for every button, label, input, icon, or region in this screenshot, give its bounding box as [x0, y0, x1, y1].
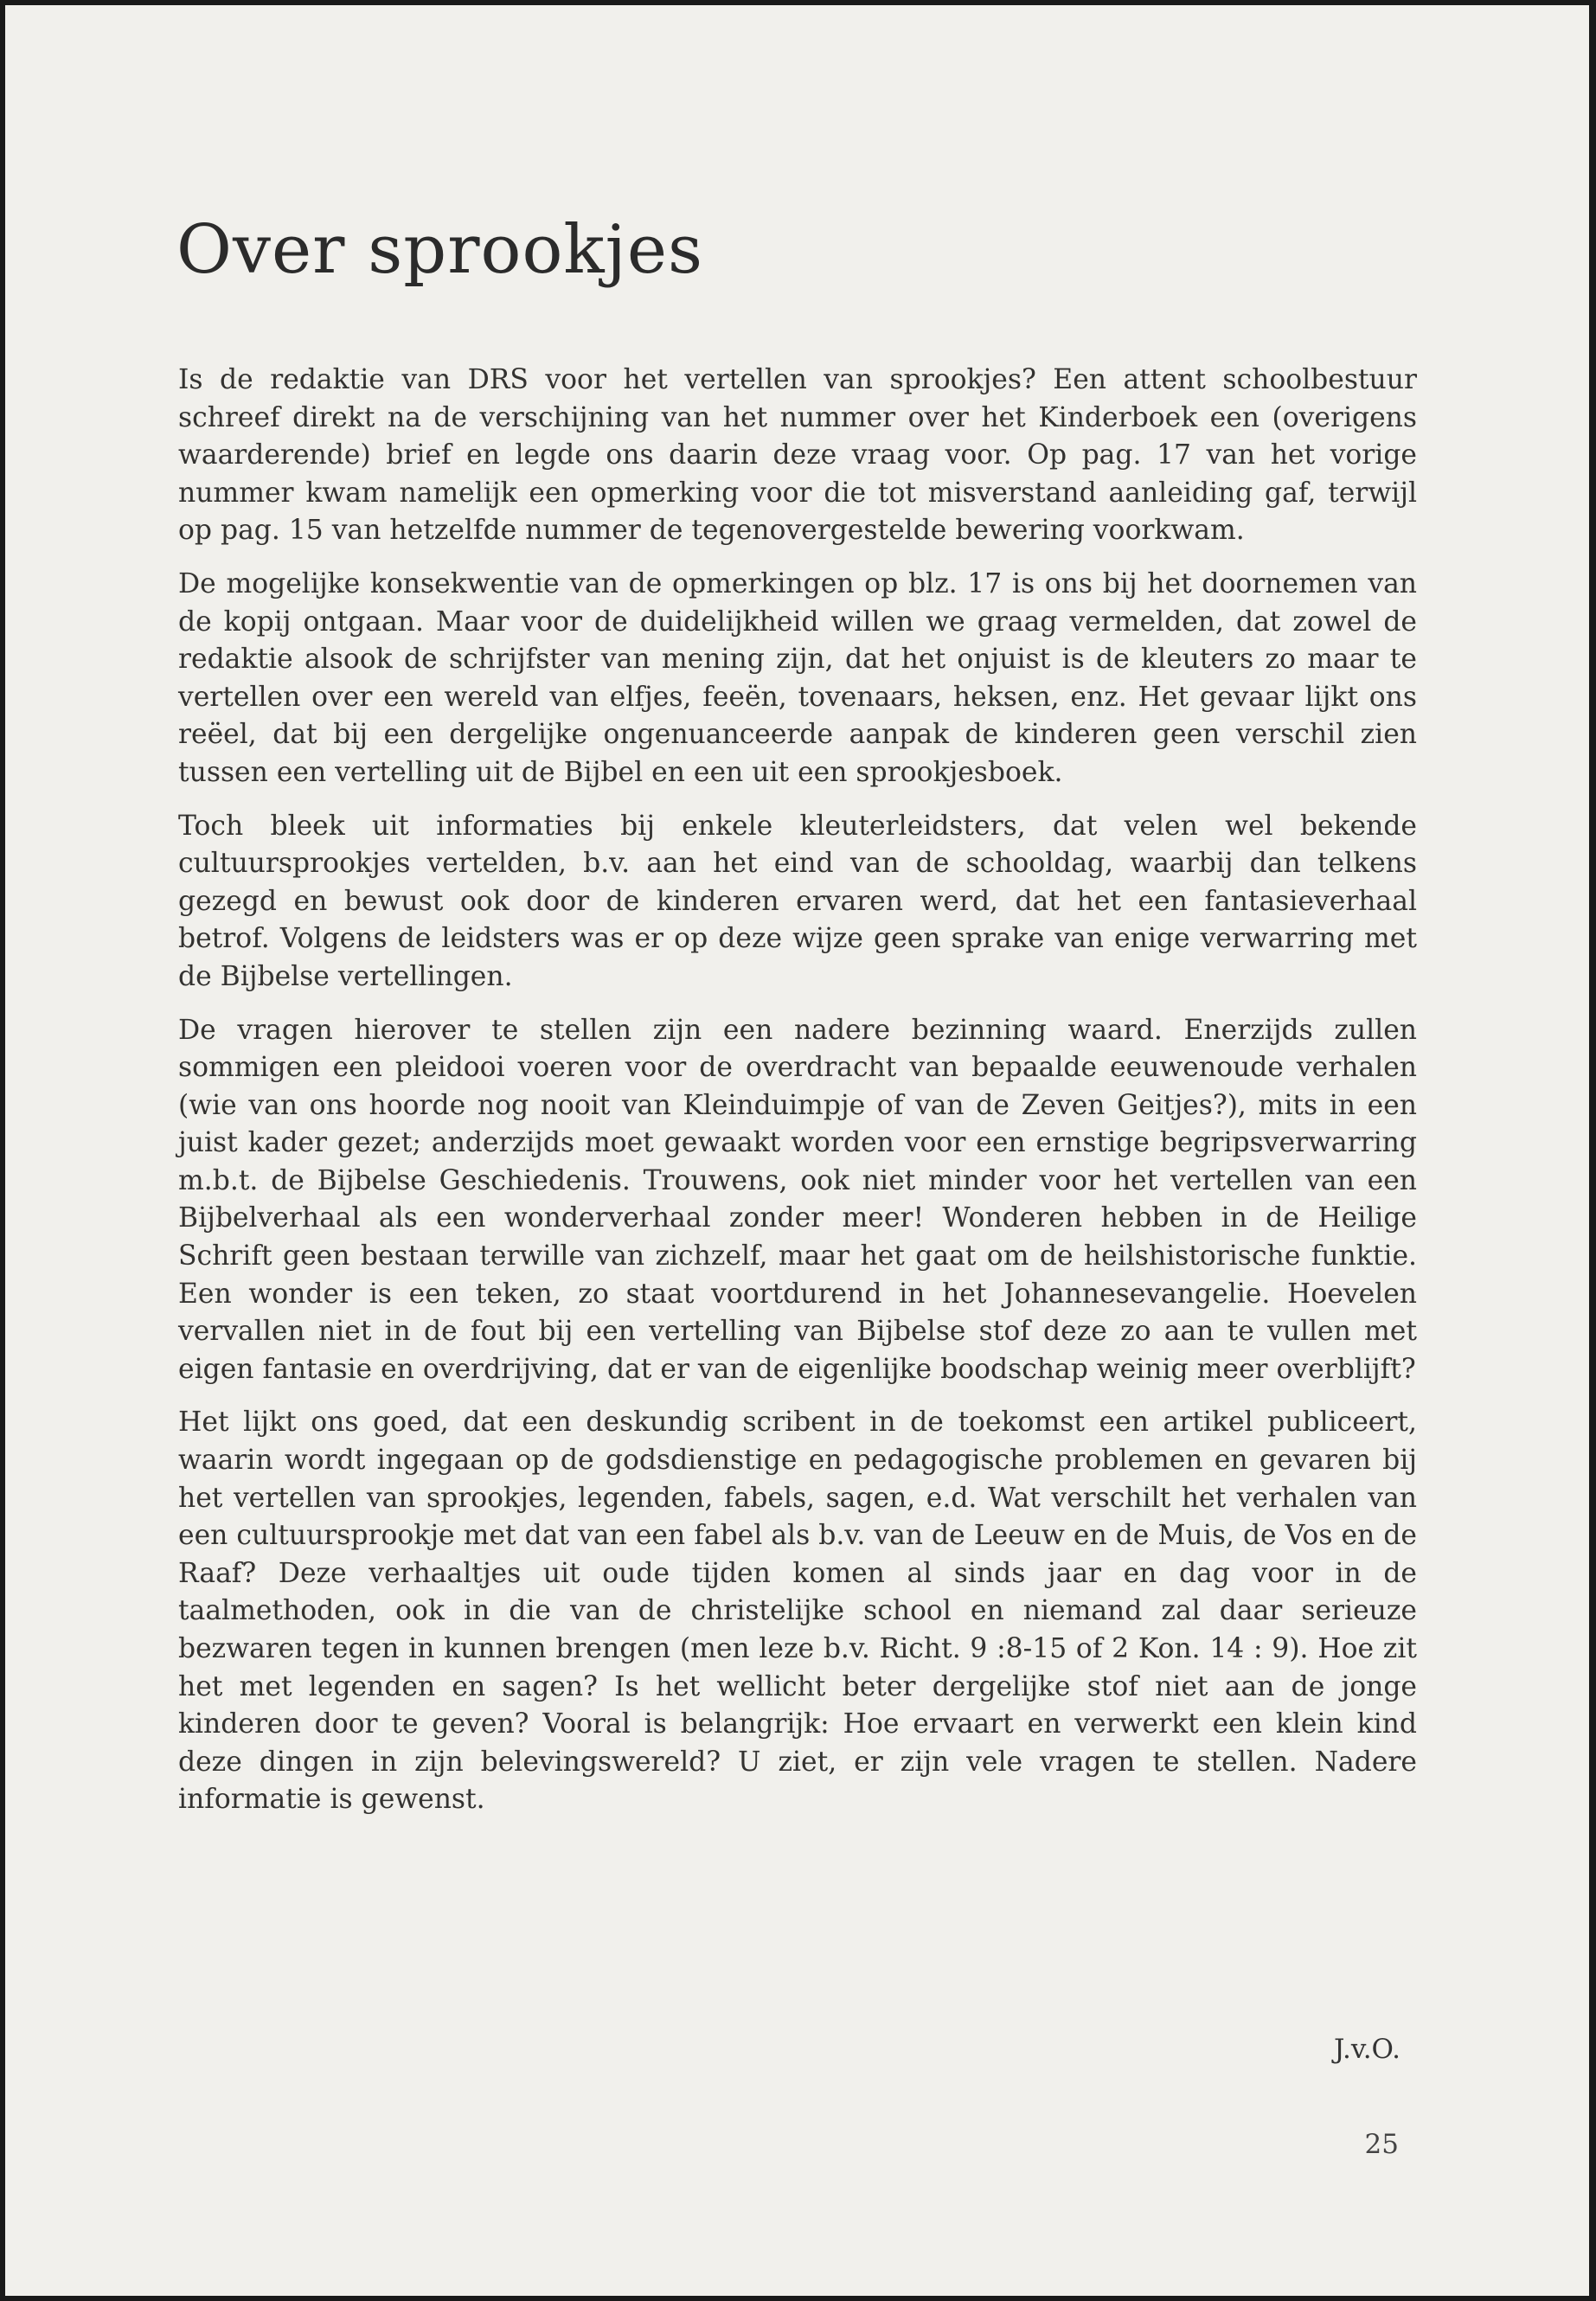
page-number: 25: [1364, 2129, 1399, 2160]
article-title: Over sprookjes: [176, 211, 704, 289]
paragraph: De vragen hierover te stellen zijn een nadere bezinning waard. Enerzijds zullen sommigen een pleidooi voeren voor de overdracht van bepaalde eeuwenoude verhalen (wie van ons hoorde nog nooit van Kleinduimpje of van de Zeven Geitjes?), mits in een juist kader gezet; anderzijds moet gewaakt worden voor een ernstige begripsverwarring m.b.t. de Bijbelse Geschiedenis. Trouwens, ook niet minder voor het vertellen van een Bijbelverhaal als een wonderverhaal zonder meer! Wonderen hebben in de Heilige Schrift geen bestaan terwille van zichzelf, maar het gaat om de heilshistorische funktie. Een wonder is een teken, zo staat voortdurend in het Johannesevangelie. Hoevelen vervallen niet in de fout bij een vertelling van Bijbelse stof deze zo aan te vullen met eigen fantasie en overdrijving, dat er van de eigenlijke boodschap weinig meer overblijft?: [178, 1014, 1417, 1385]
paragraph: Toch bleek uit informaties bij enkele kleuterleidsters, dat velen wel bekende cultuursprookjes vertelden, b.v. aan het eind van de schooldag, waarbij dan telkens gezegd en bewust ook door de kinderen ervaren werd, dat het een fantasieverhaal betrof. Volgens de leidsters was er op deze wijze geen sprake van enige verwarring met de Bijbelse vertellingen.: [178, 810, 1417, 992]
author-signature: J.v.O.: [1333, 2034, 1401, 2065]
paragraph: Is de redaktie van DRS voor het vertellen van sprookjes? Een attent schoolbestuur schreef direkt na de verschijning van het nummer over het Kinderboek een (overigens waarderende) brief en legde ons daarin deze vraag voor. Op pag. 17 van het vorige nummer kwam namelijk een opmerking voor die tot misverstand aanleiding gaf, terwijl op pag. 15 van hetzelfde nummer de tegenovergestelde bewering voorkwam.: [178, 364, 1417, 547]
article-body: [178, 362, 1417, 1835]
paragraph: Het lijkt ons goed, dat een deskundig scribent in de toekomst een artikel publiceert, waarin wordt ingegaan op de godsdienstige en pedagogische problemen en gevaren bij het vertellen van sprookjes, legenden, fabels, sagen, e.d. Wat verschilt het verhalen van een cultuursprookje met dat van een fabel als b.v. van de Leeuw en de Muis, de Vos en de Raaf? Deze verhaaltjes uit oude tijden komen al sinds jaar en dag voor in de taalmethoden, ook in die van de christelijke school en niemand zal daar serieuze bezwaren tegen in kunnen brengen (men leze b.v. Richt. 9 :8-15 of 2 Kon. 14 : 9). Hoe zit het met legenden en sagen? Is het wellicht beter dergelijke stof niet aan de jonge kinderen door te geven? Vooral is belangrijk: Hoe ervaart en verwerkt een klein kind deze dingen in zijn belevingswereld? U ziet, er zijn vele vragen te stellen. Nadere informatie is gewenst.: [178, 1407, 1417, 1816]
paragraph: De mogelijke konsekwentie van de opmerkingen op blz. 17 is ons bij het doornemen van de kopij ontgaan. Maar voor de duidelijkheid willen we graag vermelden, dat zowel de redaktie alsook de schrijfster van mening zijn, dat het onjuist is de kleuters zo maar te vertellen over een wereld van elfjes, feeën, tovenaars, heksen, enz. Het gevaar lijkt ons reëel, dat bij een dergelijke ongenuanceerde aanpak de kinderen geen verschil zien tussen een vertelling uit de Bijbel en een uit een sprookjesboek.: [178, 567, 1417, 788]
